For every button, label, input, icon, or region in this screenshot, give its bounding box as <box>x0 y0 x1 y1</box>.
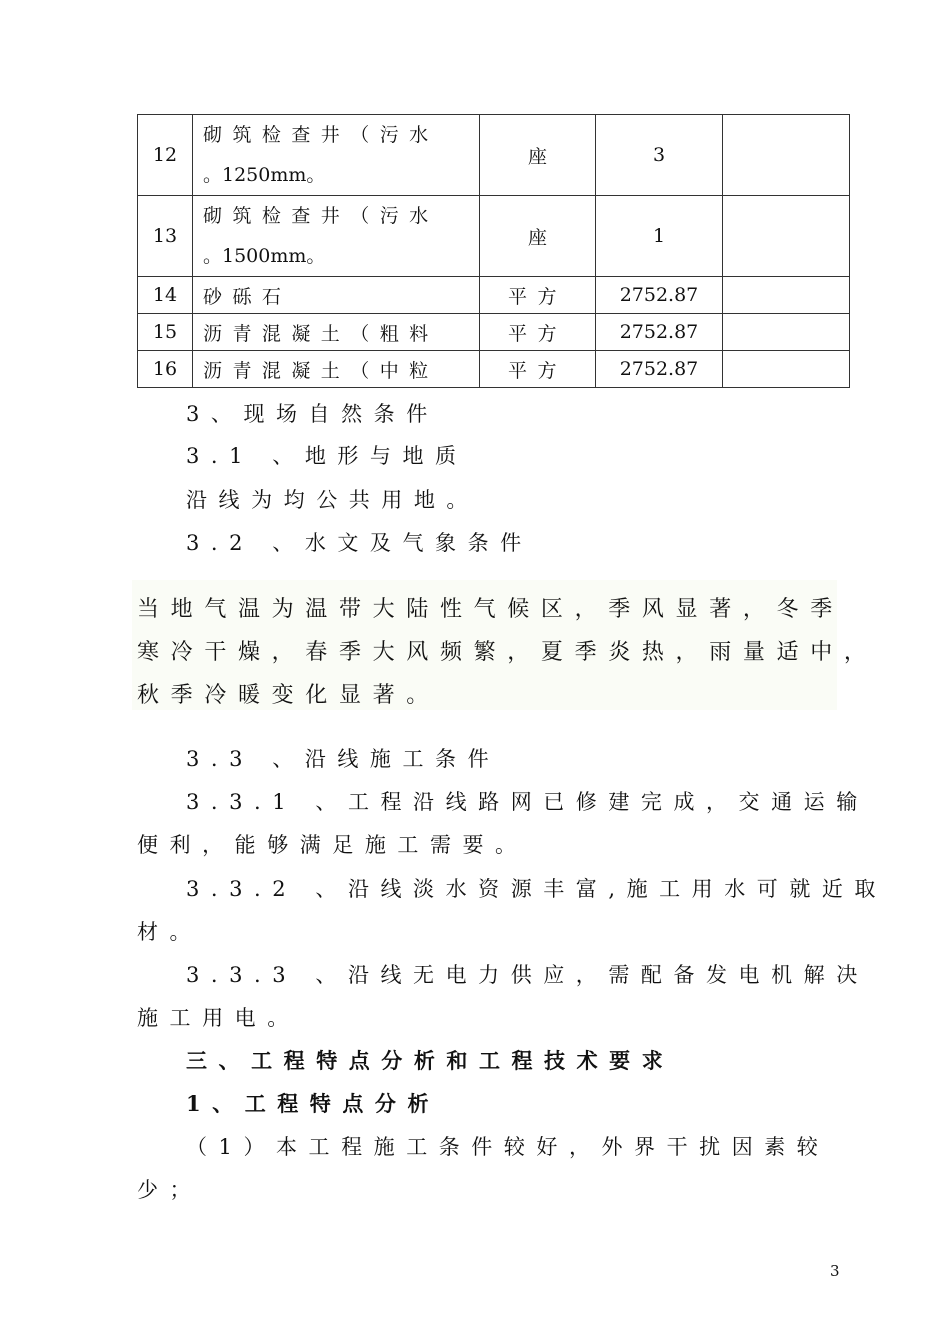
section-heading: 3、现场自然条件 <box>186 402 439 426</box>
row-number: 15 <box>138 314 193 351</box>
chapter-heading: 三、工程特点分析和工程技术要求 <box>186 1048 675 1073</box>
item-name-line-2: 。1250mm。 <box>203 164 326 186</box>
item-note <box>723 351 850 388</box>
item-unit: 平方 <box>480 314 596 351</box>
item-name: 沥青混凝土（粗料 <box>193 314 480 351</box>
row-number: 14 <box>138 277 193 314</box>
item-quantity: 2752.87 <box>596 351 723 388</box>
paragraph-line: 当地气温为温带大陆性气候区，季风显著，冬季 <box>137 597 844 622</box>
subsection-heading: 3.3 、沿线施工条件 <box>186 747 501 771</box>
paragraph-line: 便利，能够满足施工需要。 <box>137 833 528 857</box>
item-name-line-2: 。1500mm。 <box>203 245 326 267</box>
item-name-line-1: 砌筑检查井（污水 <box>203 124 439 146</box>
page-number: 3 <box>830 1262 840 1280</box>
paragraph-line: 寒冷干燥，春季大风频繁，夏季炎热，雨量适中， <box>137 640 878 665</box>
item-name-line-1: 砌筑检查井（污水 <box>203 205 439 227</box>
item-name <box>193 115 480 196</box>
item-quantity: 1 <box>596 196 723 277</box>
subsection-heading: 3.1 、地形与地质 <box>186 444 468 468</box>
paragraph-line: 3.3.2 、沿线淡水资源丰富,施工用水可就近取 <box>186 877 887 901</box>
paragraph-line: 3.3.3 、沿线无电力供应，需配备发电机解决 <box>186 963 869 987</box>
table-row <box>138 314 850 351</box>
item-name: 砂砾石 <box>193 277 480 314</box>
item-note <box>723 277 850 314</box>
paragraph-line: 沿线为均公共用地。 <box>186 488 479 512</box>
quantity-table <box>137 114 850 388</box>
item-unit: 平方 <box>480 351 596 388</box>
paragraph-line: 3.3.1 、工程沿线路网已修建完成，交通运输 <box>186 790 869 814</box>
subsection-heading: 3.2 、水文及气象条件 <box>186 531 533 555</box>
item-note <box>723 115 850 196</box>
paragraph-line: 少； <box>137 1178 203 1202</box>
row-number: 12 <box>138 115 193 196</box>
table-row <box>138 351 850 388</box>
item-quantity: 2752.87 <box>596 277 723 314</box>
item-name <box>193 196 480 277</box>
table-row <box>138 115 850 196</box>
section-heading: 1、工程特点分析 <box>186 1091 441 1116</box>
item-note <box>723 196 850 277</box>
item-quantity: 2752.87 <box>596 314 723 351</box>
item-name: 沥青混凝土（中粒 <box>193 351 480 388</box>
paragraph-line: （1）本工程施工条件较好，外界干扰因素较 <box>186 1135 830 1159</box>
item-unit: 座 <box>480 196 596 277</box>
paragraph-line: 施工用电。 <box>137 1006 300 1030</box>
paragraph-line: 秋季冷暖变化显著。 <box>137 683 440 708</box>
row-number: 13 <box>138 196 193 277</box>
table-row <box>138 277 850 314</box>
item-unit: 平方 <box>480 277 596 314</box>
item-unit: 座 <box>480 115 596 196</box>
row-number: 16 <box>138 351 193 388</box>
paragraph-line: 材。 <box>137 920 203 944</box>
table-row <box>138 196 850 277</box>
item-quantity: 3 <box>596 115 723 196</box>
item-note <box>723 314 850 351</box>
